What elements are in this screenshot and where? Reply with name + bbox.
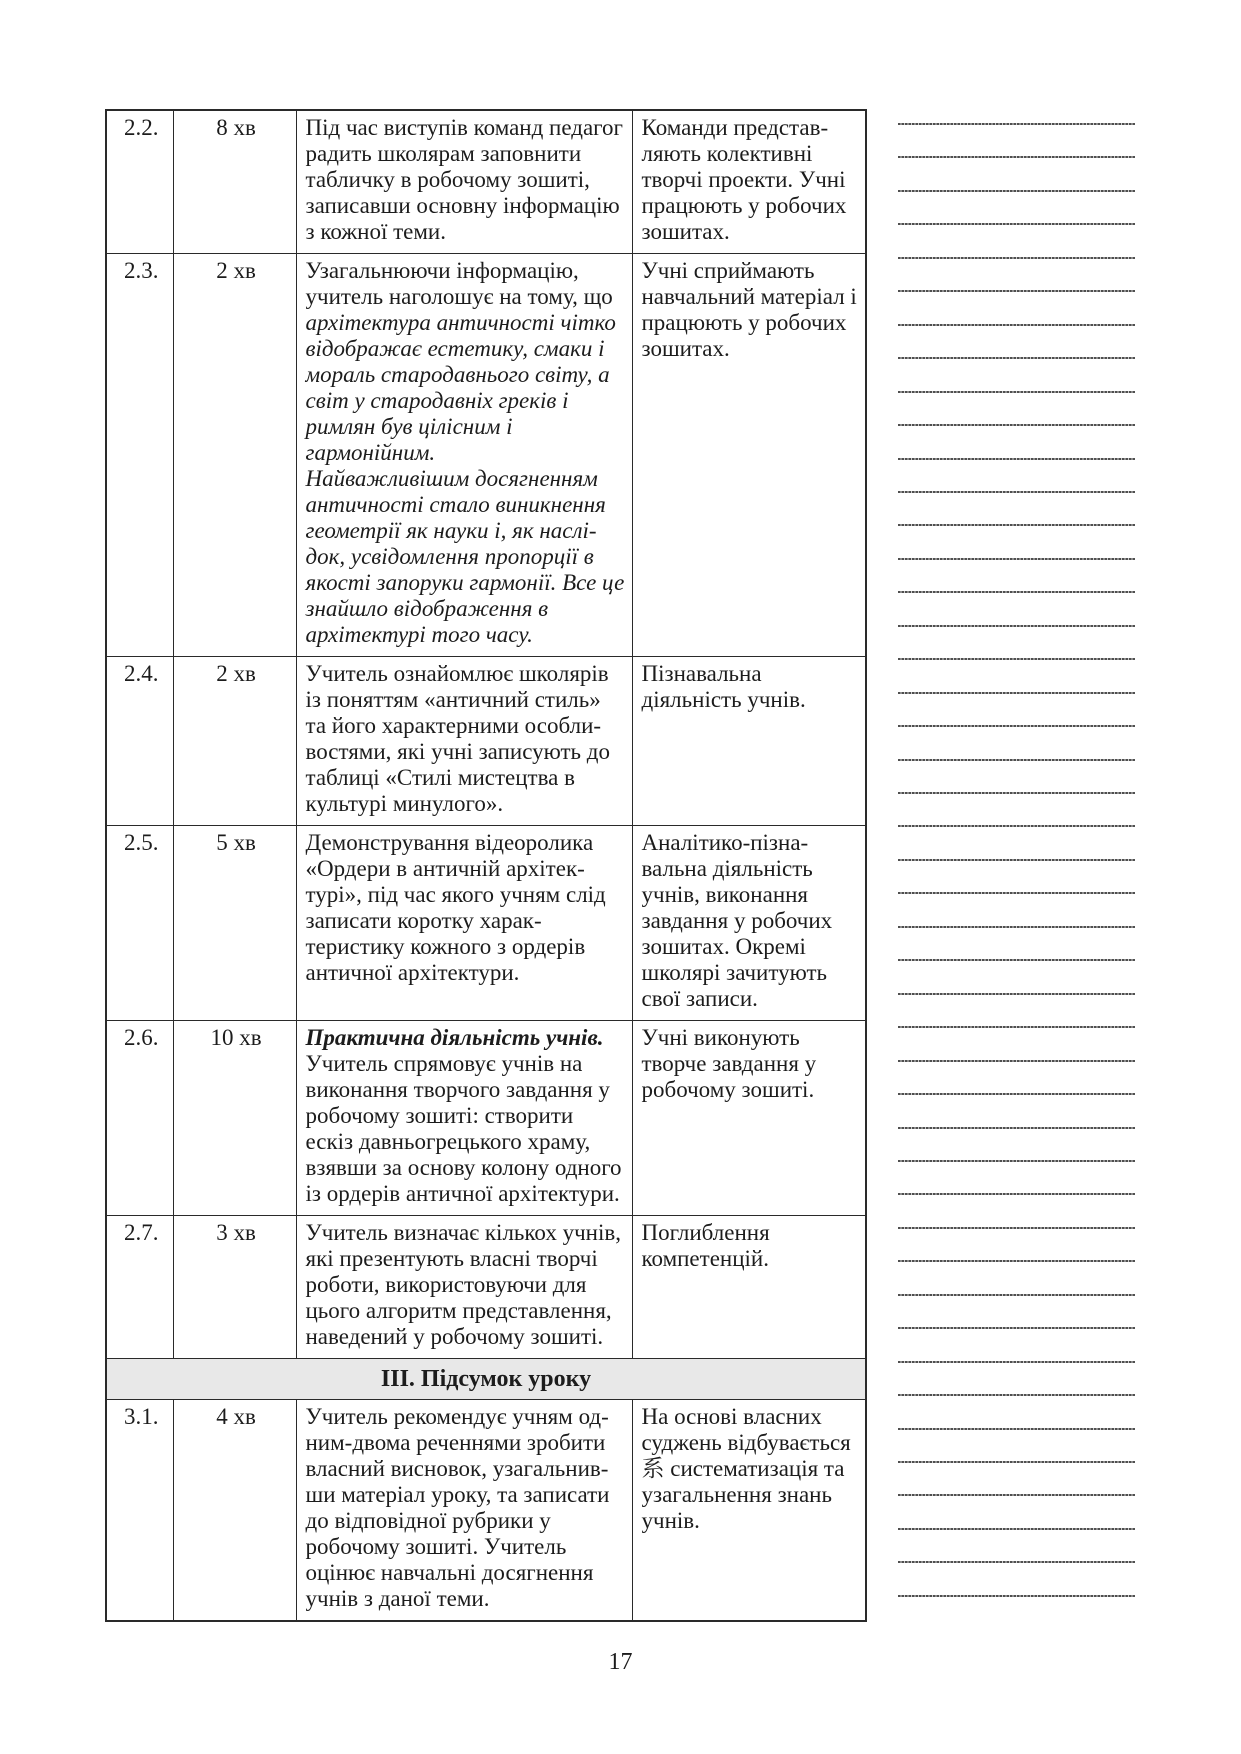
row-number-cell: 3.1. (106, 1400, 173, 1622)
margin-note-line (898, 123, 1135, 125)
row-number-cell: 2.3. (106, 254, 173, 657)
margin-note-line (898, 725, 1135, 727)
lesson-plan-table (105, 109, 867, 1622)
margin-note-line (898, 1561, 1135, 1563)
activity-text: Узагальнюючи інформацію, учитель наголошує на тому, що (305, 258, 613, 309)
activity-text-italic: архітектура античності чітко відображає естетику, смаки і мораль стародавнього світу, а світ у стародавніх греків і римлян був цілісним і гармонійним. (305, 310, 616, 465)
margin-note-line (898, 959, 1135, 961)
margin-note-line (898, 324, 1135, 326)
row-number-cell: 2.6. (106, 1021, 173, 1216)
margin-note-line (898, 1026, 1135, 1028)
margin-note-line (898, 524, 1135, 526)
row-number-cell: 2.2. (106, 110, 173, 254)
activity-cell (296, 254, 632, 657)
activity-text-italic: Найважливішим досягненням античності стало виникнення геометрії як науки і, як наслідок, усвідомлення пропорції в якості запоруки гармонії. Все це знайшло відображення в архітектурі того часу. (305, 466, 625, 647)
row-number-cell: 2.7. (106, 1216, 173, 1359)
margin-note-line (898, 1193, 1135, 1195)
margin-note-line (898, 1160, 1135, 1162)
activity-cell: Демонстрування відеоролика «Ордери в античній архітектурі», під час якого учням слід записати коротку характеристику кожного з ордерів античної архітектури. (296, 826, 632, 1021)
notes-cell: Учні виконують творче завдання у робочому зошиті. (632, 1021, 866, 1216)
table-row (106, 110, 866, 254)
margin-note-line (898, 391, 1135, 393)
activity-cell: Учитель ознайомлює школярів із поняттям «античний стиль» та його характерними особливостями, які учні записують до таблиці «Стилі мистецтва в культурі минулого». (296, 657, 632, 826)
duration-cell: 3 хв (173, 1216, 296, 1359)
margin-note-line (898, 491, 1135, 493)
row-number-cell: 2.5. (106, 826, 173, 1021)
margin-note-line (898, 1528, 1135, 1530)
margin-note-line (898, 458, 1135, 460)
margin-note-line (898, 926, 1135, 928)
duration-cell: 8 хв (173, 110, 296, 254)
table-row (106, 826, 866, 1021)
margin-note-line (898, 892, 1135, 894)
margin-note-line (898, 591, 1135, 593)
activity-cell: Під час виступів команд педагог радить школярам заповнити табличку в робочому зошиті, записавши основну інформацію з кожної теми. (296, 110, 632, 254)
margin-note-line (898, 1394, 1135, 1396)
margin-note-line (898, 1294, 1135, 1296)
margin-note-line (898, 290, 1135, 292)
page-number: 17 (608, 1649, 633, 1675)
duration-cell: 2 хв (173, 254, 296, 657)
duration-cell: 4 хв (173, 1400, 296, 1622)
duration-cell: 10 хв (173, 1021, 296, 1216)
margin-note-line (898, 993, 1135, 995)
activity-cell: Учитель рекомендує учням одним-двома реченнями зробити власний висновок, узагальнивши матеріал уроку, та записати до відповідної рубрики у робочому зошиті. Учитель оцінює навчальні досягнення учнів з даної теми. (296, 1400, 632, 1622)
margin-note-line (898, 1361, 1135, 1363)
margin-note-line (898, 1060, 1135, 1062)
margin-note-line (898, 859, 1135, 861)
margin-note-line (898, 825, 1135, 827)
activity-cell: Учитель визначає кількох учнів, які презентують власні творчі роботи, використовуючи для цього алгоритм представлення, наведений у робочому зошиті. (296, 1216, 632, 1359)
margin-note-line (898, 357, 1135, 359)
margin-note-line (898, 692, 1135, 694)
section-header-row (106, 1359, 866, 1400)
notes-cell: Поглиблення компетенцій. (632, 1216, 866, 1359)
margin-note-line (898, 792, 1135, 794)
table-row (106, 1216, 866, 1359)
table-row (106, 1021, 866, 1216)
margin-note-line (898, 1227, 1135, 1229)
margin-note-line (898, 558, 1135, 560)
notes-cell: Пізнавальна діяльність учнів. (632, 657, 866, 826)
duration-cell: 5 хв (173, 826, 296, 1021)
margin-note-line (898, 1127, 1135, 1129)
margin-note-line (898, 1327, 1135, 1329)
activity-text: Учитель спрямовує учнів на виконання творчого завдання у робочому зошиті: створити ескіз давньогрецького храму, взявши за основу колону одного із ордерів античної архітектури. (305, 1051, 622, 1206)
margin-note-line (898, 1093, 1135, 1095)
activity-cell (296, 1021, 632, 1216)
margin-note-line (898, 625, 1135, 627)
margin-note-line (898, 1494, 1135, 1496)
duration-cell: 2 хв (173, 657, 296, 826)
notes-cell: На основі власних суджень відбувається系 систематизація та узагальнення знань учнів. (632, 1400, 866, 1622)
table-row (106, 254, 866, 657)
margin-note-line (898, 1260, 1135, 1262)
margin-note-line (898, 424, 1135, 426)
margin-note-line (898, 156, 1135, 158)
margin-note-line (898, 1428, 1135, 1430)
margin-note-line (898, 257, 1135, 259)
section-header: ІІІ. Підсумок уроку (106, 1359, 866, 1400)
margin-note-line (898, 1595, 1135, 1597)
margin-note-line (898, 759, 1135, 761)
table-row (106, 657, 866, 826)
row-number-cell: 2.4. (106, 657, 173, 826)
activity-heading: Практична діяльність учнів. (305, 1025, 604, 1050)
margin-note-line (898, 190, 1135, 192)
notes-cell: Аналітико-пізнавальна діяльність учнів, виконання завдання у робочих зошитах. Окремі школярі зачитують свої записи. (632, 826, 866, 1021)
notes-cell: Учні сприймають навчальний матеріал і працюють у робочих зошитах. (632, 254, 866, 657)
margin-note-line (898, 658, 1135, 660)
margin-note-lines (898, 123, 1135, 1623)
table-row (106, 1400, 866, 1622)
margin-note-line (898, 1461, 1135, 1463)
margin-note-line (898, 223, 1135, 225)
notes-cell: Команди представляють колективні творчі проекти. Учні працюють у робочих зошитах. (632, 110, 866, 254)
